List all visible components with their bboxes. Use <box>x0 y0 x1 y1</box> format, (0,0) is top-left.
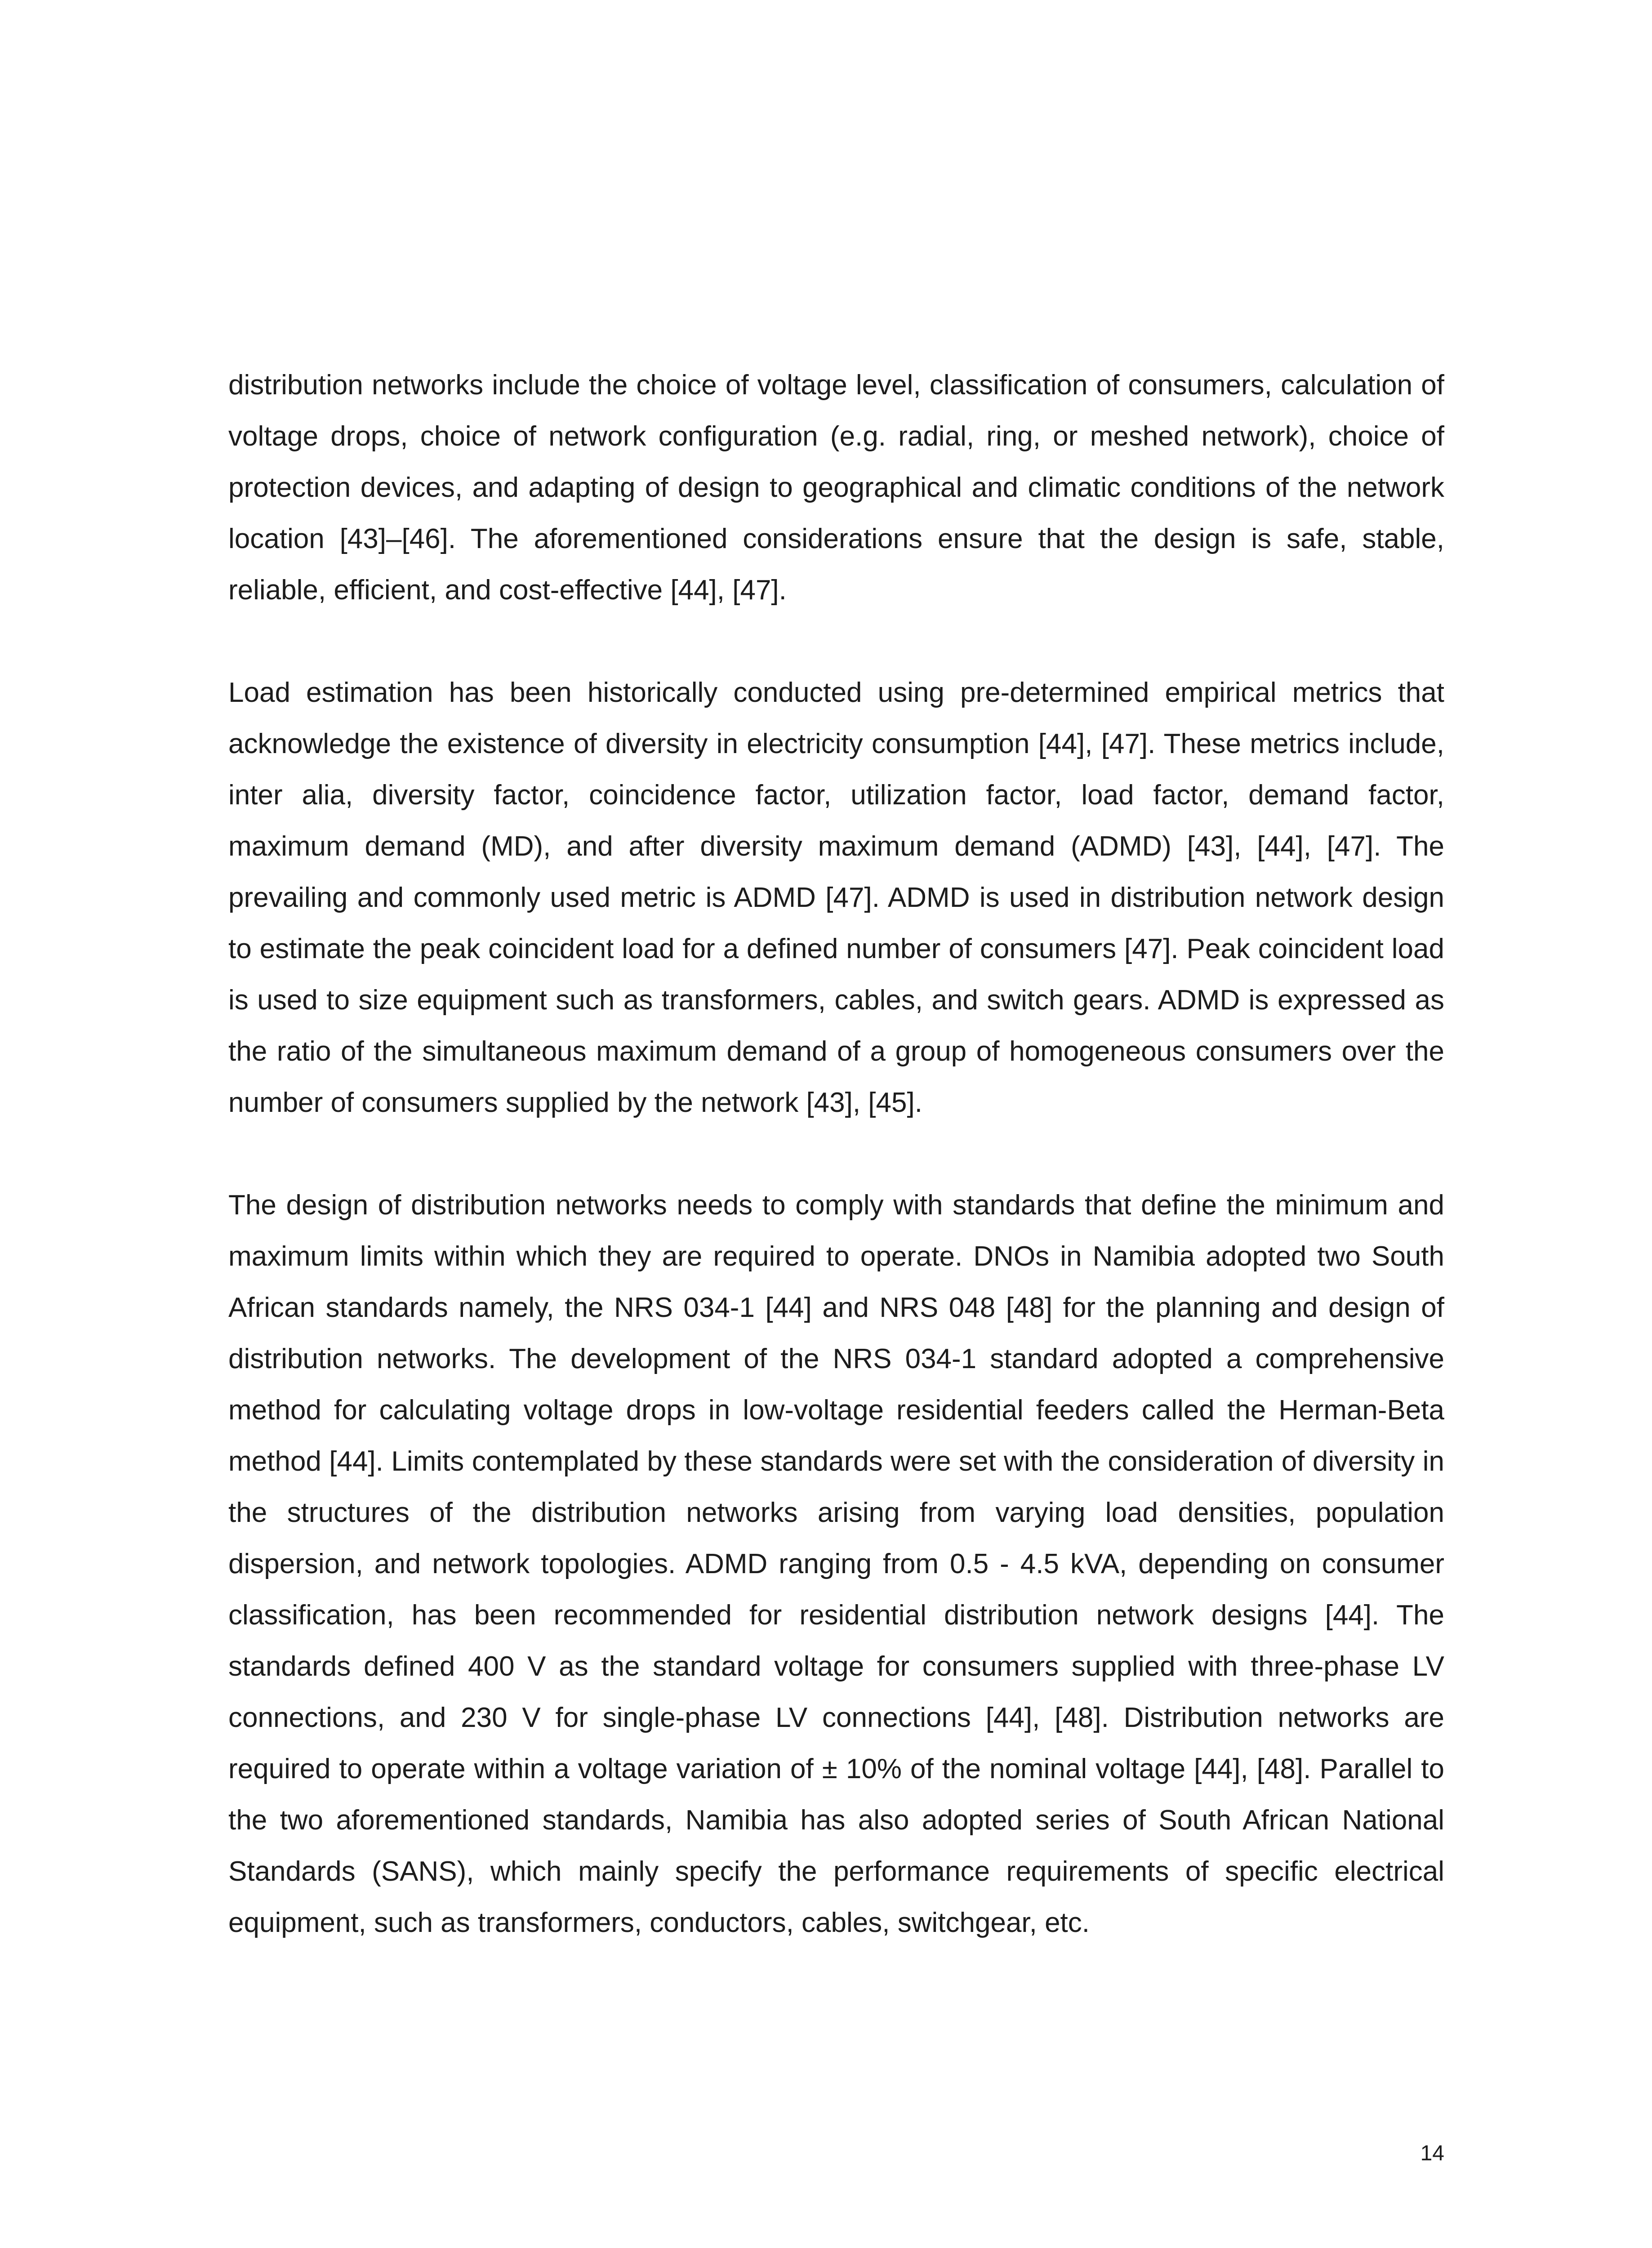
body-text <box>228 360 1444 2000</box>
paragraph-load-estimation: Load estimation has been historically conducted using pre-determined empirical metrics that acknowledge the existence of diversity in electricity consumption [44], [47]. These metrics include, inter alia, diversity factor, coincidence factor, utilization factor, load factor, demand factor, maximum demand (MD), and after diversity maximum demand (ADMD) [43], [44], [47]. The prevailing and commonly used metric is ADMD [47]. ADMD is used in distribution network design to estimate the peak coincident load for a defined number of consumers [47]. Peak coincident load is used to size equipment such as transformers, cables, and switch gears. ADMD is expressed as the ratio of the simultaneous maximum demand of a group of homogeneous consumers over the number of consumers supplied by the network [43], [45]. <box>228 677 1444 1118</box>
paragraph-design-standards: The design of distribution networks needs to comply with standards that define the minimum and maximum limits within which they are required to operate. DNOs in Namibia adopted two South African standards namely, the NRS 034-1 [44] and NRS 048 [48] for the planning and design of distribution networks. The development of the NRS 034-1 standard adopted a comprehensive method for calculating voltage drops in low-voltage residential feeders called the Herman-Beta method [44]. Limits contemplated by these standards were set with the consideration of diversity in the structures of the distribution networks arising from varying load densities, population dispersion, and network topologies. ADMD ranging from 0.5 - 4.5 kVA, depending on consumer classification, has been recommended for residential distribution network designs [44]. The standards defined 400 V as the standard voltage for consumers supplied with three-phase LV connections, and 230 V for single-phase LV connections [44], [48]. Distribution networks are required to operate within a voltage variation of ± 10% of the nominal voltage [44], [48]. Parallel to the two aforementioned standards, Namibia has also adopted series of South African National Standards (SANS), which mainly specify the performance requirements of specific electrical equipment, such as transformers, conductors, cables, switchgear, etc. <box>228 1190 1444 1938</box>
paragraph-design-considerations: distribution networks include the choice of voltage level, classification of consumers, calculation of voltage drops, choice of network configuration (e.g. radial, ring, or meshed network), choice of protection devices, and adapting of design to geographical and climatic conditions of the network location [43]–[46]. The aforementioned considerations ensure that the design is safe, stable, reliable, efficient, and cost-effective [44], [47]. <box>228 370 1444 606</box>
page-number: 14 <box>1420 2141 1444 2165</box>
